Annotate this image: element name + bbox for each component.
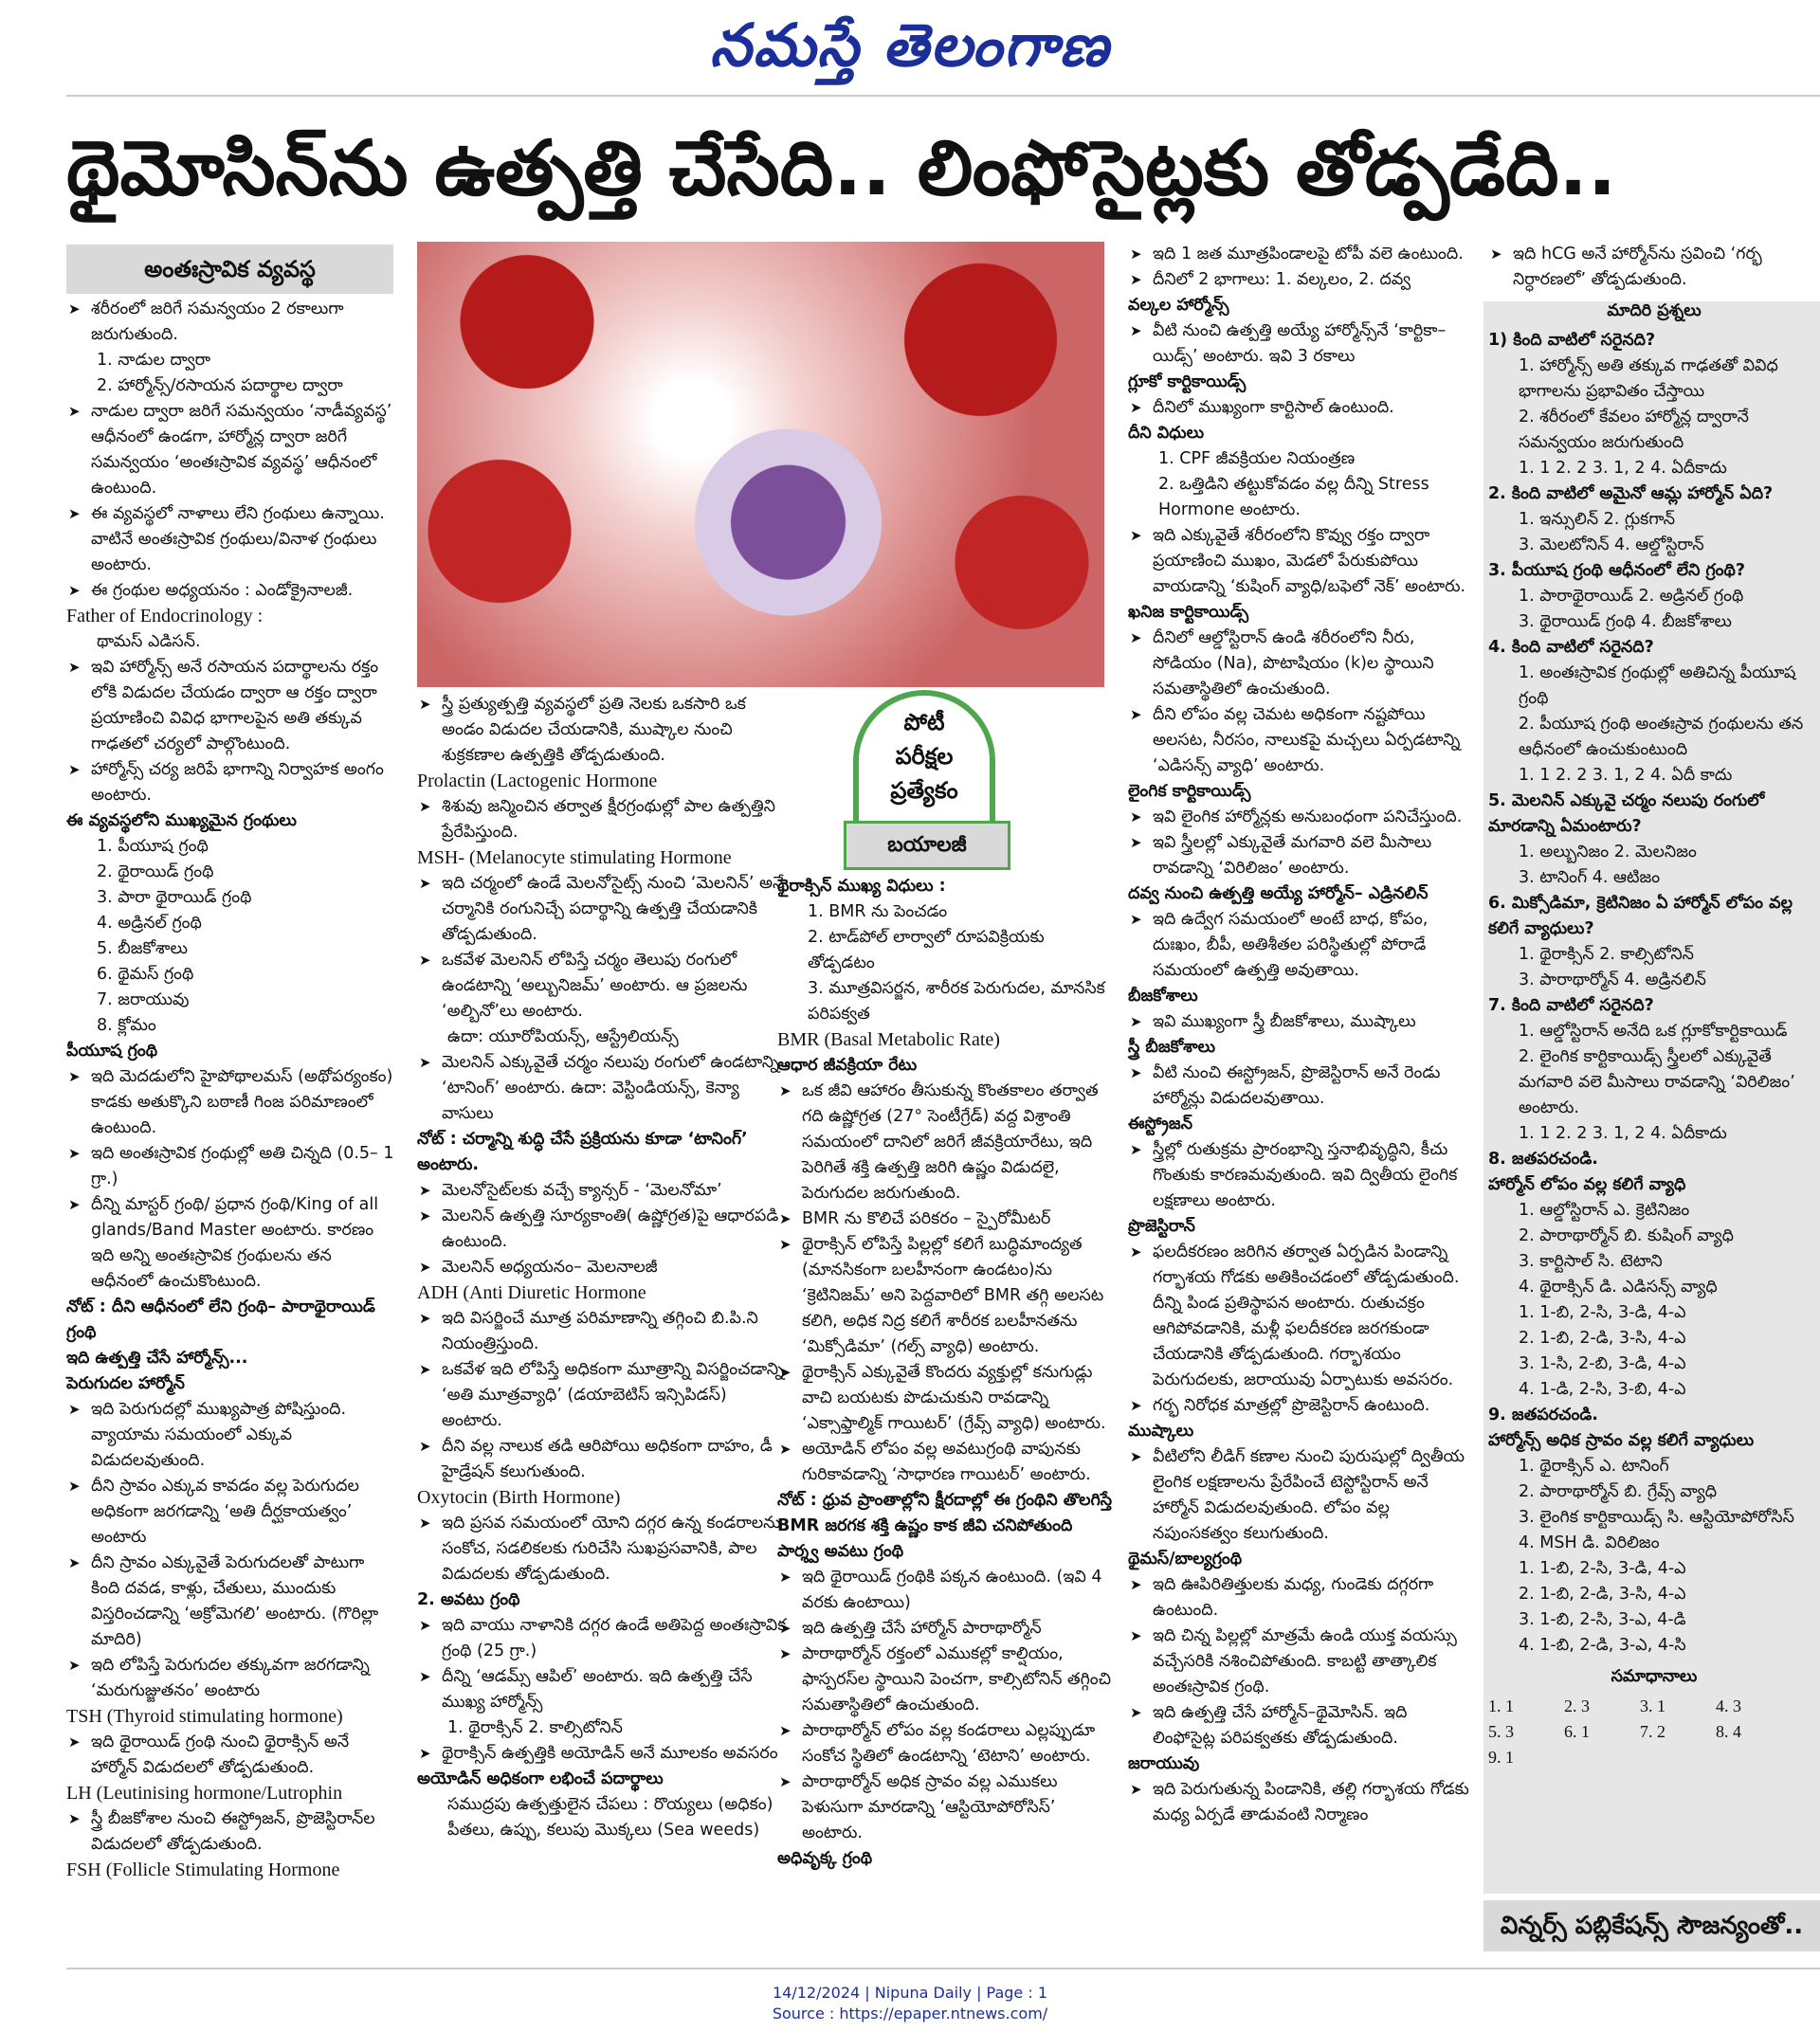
col1-line: ➤ దీని స్రావం ఎక్కువైతే పెరుగుదలతో పాటుగా కింది దవడ, కాళ్లు, చేతులు, ముందుకు విస్తరించడాన్ని ‘అక్రోమెగలి’ అంటారు. (గొరిల్లా మాదిరి) <box>66 1551 398 1653</box>
quiz-line: 4. MSH డి. విరిలిజం <box>1519 1533 1660 1552</box>
col2-line: ➤ ఇది చర్మంలో ఉండే మెలనోసైట్స్‌ నుంచి ‘మెలనిన్‌’ అనే చర్మానికి రంగునిచ్చే పదార్థాన్ని ఉత్పత్తి చేయడానికి తోడ్పడుతుంది. <box>417 871 792 948</box>
col4-line: ప్రొజెస్టిరాన్‌ <box>1128 1217 1195 1236</box>
col4-line: జరాయువు <box>1128 1754 1200 1773</box>
col1-line: TSH (Thyroid stimulating hormone) <box>66 1706 343 1727</box>
quiz-line: 1. అంతఃస్రావిక గ్రంథుల్లో అతిచిన్న పీయూష గ్రంథి <box>1519 663 1796 708</box>
col4-line: లైంగిక కార్టికాయిడ్స్‌ <box>1128 782 1251 801</box>
quiz-line: 1. 1 2. 2 3. 1, 2 4. ఏదీకాదు <box>1519 459 1727 478</box>
blood-cells-photo <box>417 242 1104 687</box>
col1-line: ➤ ఈ వ్యవస్థలో నాళాలు లేని గ్రంథులు ఉన్నాయి. వాటినే అంతఃస్రావిక గ్రంథులు/వినాళ గ్రంథులు అంటారు. <box>66 501 398 578</box>
col2-line: ➤ దీని వల్ల నాలుక తడి ఆరిపోయి అధికంగా దాహం, డీ హైడ్రేషన్‌ కలుగుతుంది. <box>417 1434 792 1485</box>
quiz-line: 9. జతపరచండి. <box>1488 1406 1598 1424</box>
col2-line: ➤ ఇది విసర్జించే మూత్ర పరిమాణాన్ని తగ్గించి బి.పి.ని నియంత్రిస్తుంది. <box>417 1306 792 1357</box>
answer-item: 2. 3 <box>1564 1696 1590 1715</box>
footer-source-line: Source : https://epaper.ntnews.com/ <box>772 2005 1048 2023</box>
col1-line: 2. థైరాయిడ్‌ గ్రంథి <box>97 862 214 881</box>
quiz-line: 3. 1-బి, 2-సి, 3-ఎ, 4-డి <box>1519 1610 1686 1629</box>
answers-list <box>1488 1694 1820 1770</box>
col4-line: ➤ ఫలదీకరణం జరిగిన తర్వాత ఏర్పడిన పిండాన్ని గర్భాశయ గోడకు అతికించడంలో తోడ్పడుతుంది. దీన్ని పిండ ప్రతిస్థాపన అంటారు. రుతుచక్రం ఆగిపోవడానికి, మళ్లీ ఫలదీకరణ జరగకుండా చేయడానికి తోడ్పడుతుంది. గర్భాశయం పెరుగుదలకు, జరాయువు ఏర్పాటుకు అవసరం. <box>1128 1240 1469 1393</box>
col2-line: సముద్రపు ఉత్పత్తులైన చేపలు : రొయ్యలు (అధికం) పీతలు, ఉప్పు, కలుపు మొక్కలు (Sea weeds) <box>447 1795 774 1840</box>
col1-line: పీయూష గ్రంథి <box>66 1042 158 1061</box>
col4-line: ➤ వీటిలోని లీడిగ్‌ కణాల నుంచి పురుషుల్లో ద్వితీయ లైంగిక లక్షణాలను ప్రేరేపించే టెస్టోస్టిరాన్‌ అనే హార్మోన్‌ విడుదలవుతుంది. లోపం వల్ల నపుంసకత్వం కలుగుతుంది. <box>1128 1444 1469 1547</box>
col4-line: ➤ ఇది ఉద్వేగ సమయంలో అంటే బాధ, కోపం, దుఃఖం, బీపీ, అతిశీతల పరిస్థితుల్లో పోరాడే సమయంలో ఉత్పత్తి అవుతాయి. <box>1128 907 1469 984</box>
col4-line: ➤ ఇది 1 జత మూత్రపిండాలపై టోపీ వలె ఉంటుంది. <box>1128 242 1469 267</box>
col3-line: ➤ BMR ను కొలిచే పరికరం – స్పైరోమీటర్‌ <box>777 1206 1114 1232</box>
badge-line-1: పోటీ <box>903 709 945 735</box>
col4-line: దీని విధులు <box>1128 424 1205 443</box>
bottom-rule <box>66 1968 1820 1969</box>
answers-title: సమాధానాలు <box>1611 1667 1698 1686</box>
col4-line: ➤ దీనిలో ముఖ్యంగా కార్టిసాల్‌ ఉంటుంది. <box>1128 395 1469 421</box>
quiz-line: 1. 1 2. 2 3. 1, 2 4. ఏదీకాదు <box>1519 1124 1727 1143</box>
col2-line: MSH- (Melanocyte stimulating Hormone <box>417 847 732 868</box>
col1-line: 1. పీయూష గ్రంథి <box>97 837 209 856</box>
quiz-line: 2. కింది వాటిలో అమైనో ఆమ్ల హార్మోన్‌ ఏది? <box>1488 484 1774 503</box>
col4-line: ➤ ఇవి లైంగిక హార్మోన్లకు అనుబంధంగా పనిచేస్తుంది. <box>1128 805 1469 830</box>
answer-item: 1. 1 <box>1488 1696 1514 1715</box>
quiz-line: 1. ఇన్సులిన్‌ 2. గ్లుకగాన్‌ <box>1519 510 1676 529</box>
col3-line: ➤ ఒక జీవి ఆహారం తీసుకున్న కొంతకాలం తర్వాత గది ఉష్ణోగ్రత (27° సెంటీగ్రేడ్‌) వద్ద విశ్రాంతి సమయంలో దానిలో జరిగే జీవక్రియారేటు, ఇది పెరిగితే శక్తి ఉత్పత్తి జరిగి ఉష్ణం విడుదలై, పెరుగుదల జరుగుతుంది. <box>777 1079 1114 1206</box>
col1-line: ➤ శరీరంలో జరిగే సమన్వయం 2 రకాలుగా జరుగుతుంది. <box>66 297 398 348</box>
col2-line: ➤ మెలనిన్‌ అధ్యయనం– మెలనాలజీ <box>417 1255 792 1280</box>
answer-item: 9. 1 <box>1488 1748 1514 1767</box>
quiz-line: 3. లైంగిక కార్టికాయిడ్స్‌ సి. ఆస్టియోపోరోసిస్‌ <box>1519 1508 1794 1527</box>
col3-line: 1. BMR ను పెంచడం <box>808 902 948 921</box>
col1-line: ➤ ఇది లోపిస్తే పెరుగుదల తక్కువగా జరగడాన్ని ‘మరుగుజ్జుతనం’ అంటారు <box>66 1653 398 1704</box>
quiz-line: 2. లైంగిక కార్టికాయిడ్స్‌ స్త్రీలలో ఎక్కువైతే మగవారి వలె మీసాలు రావడాన్ని ‘విరిలిజం’ అంటారు. <box>1519 1047 1795 1117</box>
col4-line: థైమస్‌/బాల్యగ్రంథి <box>1128 1550 1243 1569</box>
col1-line: ఈ వ్యవస్థలోని ముఖ్యమైన గ్రంథులు <box>66 811 297 830</box>
quiz-line: 4. థైరాక్సిన్‌ డి. ఎడిసన్స్‌ వ్యాధి <box>1519 1278 1718 1297</box>
col1-line: ➤ ఇది మెదడులోని హైపోథాలమస్‌ (అథోపర్యంకం) కాడకు అతుక్కొని బఠాణీ గింజ పరిమాణంలో ఉంటుంది. <box>66 1064 398 1141</box>
col1-line: 3. పారా థైరాయిడ్‌ గ్రంథి <box>97 888 252 907</box>
col1-line: ➤ దీన్ని మాస్టర్‌ గ్రంథి/ ప్రధాన గ్రంథి/King of all glands/Band Master అంటారు. కారణం ఇది అన్ని అంతఃస్రావిక గ్రంథులను తన ఆధీనంలో ఉంచుకొంటుంది. <box>66 1192 398 1295</box>
col3-line: ➤ ఇది ఉత్పత్తి చేసే హార్మోన్‌ పారాథార్మోన్‌ <box>777 1616 1114 1642</box>
col4-line: వల్కల హార్మోన్స్‌ <box>1128 296 1229 315</box>
col3-line: BMR (Basal Metabolic Rate) <box>777 1029 1000 1050</box>
quiz-line: 1. థైరాక్సిన్‌ ఎ. టానింగ్‌ <box>1519 1457 1669 1476</box>
quiz-title: మాదిరి ప్రశ్నలు <box>1607 301 1702 320</box>
col4-line: దవ్వ నుంచి ఉత్పత్తి అయ్యే హార్మోన్‌– ఎడ్రినలిన్‌ <box>1128 884 1429 903</box>
answer-item: 3. 1 <box>1640 1696 1665 1715</box>
col2-line: ➤ శిశువు జన్మించిన తర్వాత క్షీరగ్రంథుల్లో పాల ఉత్పత్తిని ప్రేరేపిస్తుంది. <box>417 794 792 845</box>
quiz-line: 2. శరీరంలో కేవలం హార్మోన్ల ద్వారానే సమన్వయం జరుగుతుంది <box>1519 408 1749 452</box>
top-rule <box>66 95 1820 97</box>
col4-line: ➤ దీనిలో 2 భాగాలు: 1. వల్కలం, 2. దవ్వ <box>1128 267 1469 293</box>
publisher-credit: విన్నర్స్‌ పబ్లికేషన్స్‌ సౌజన్యంతో.. <box>1483 1900 1820 1951</box>
badge-subject: బయాలజీ <box>844 821 1010 870</box>
col2-line: ➤ ఇది వాయు నాళానికి దగ్గర ఉండే అతిపెద్ద అంతఃస్రావిక గ్రంథి (25 గ్రా.) <box>417 1613 792 1664</box>
quiz-line: 8. జతపరచండి. <box>1488 1150 1598 1169</box>
col3-line: ➤ థైరాక్సిన్‌ ఎక్కువైతే కొందరు వ్యక్తుల్లో కనుగుడ్లు వాచి బయటకు పొడుచుకుని రావడాన్ని ‘ఎక్సాఫ్తాల్మిక్‌ గాయిటర్‌’ (గ్రేవ్స్‌ వ్యాధి) అంటారు. <box>777 1360 1114 1437</box>
quiz-line: 1. 1 2. 2 3. 1, 2 4. ఏదీ కాదు <box>1519 766 1733 785</box>
col4-line: ➤ ఇది ఊపిరితిత్తులకు మధ్య, గుండెకు దగ్గరగా ఉంటుంది. <box>1128 1572 1469 1624</box>
col1-line: ➤ దీని స్రావం ఎక్కువ కావడం వల్ల పెరుగుదల అధికంగా జరగడాన్ని ‘అతి దీర్ఘకాయత్వం’ అంటారు <box>66 1474 398 1551</box>
col1-line: 1. నాడుల ద్వారా <box>97 351 211 370</box>
col2-line: ➤ ఒకవేళ మెలనిన్‌ లోపిస్తే చర్మం తెలుపు రంగులో ఉండటాన్ని ‘అల్బునిజమ్‌’ అంటారు. ఆ ప్రజలను ‘అల్బినో’లు అంటారు. <box>417 948 792 1025</box>
col4-line: 1. CPF జీవక్రియల నియంత్రణ <box>1158 449 1356 468</box>
col2-line: ➤ ఒకవేళ ఇది లోపిస్తే అధికంగా మూత్రాన్ని విసర్జించడాన్ని ‘అతి మూత్రవ్యాధి’ (డయాబెటిస్‌ ఇన్సిపిడస్‌) అంటారు. <box>417 1357 792 1434</box>
col2-line: ADH (Anti Diuretic Hormone <box>417 1282 646 1303</box>
answer-item: 7. 2 <box>1640 1722 1665 1741</box>
col3-line: ➤ థైరాక్సిన్‌ లోపిస్తే పిల్లల్లో కలిగే బుద్ధిమాంద్యత (మానసికంగా బలహీనంగా ఉండటం)ను ‘క్రెటినిజమ్‌’ అని పెద్దవారిలో BMR తగ్గి అలసట కలిగి, అధిక నిద్ర కలిగే శారీరక బలహీనతను ‘మిక్సోడిమా’ (గల్స్‌ వ్యాధి) అంటారు. <box>777 1232 1114 1360</box>
column-5-intro: ➤ ఇది hCG అనే హార్మోన్‌ను స్రవించి ‘గర్భ నిర్ధారణలో’ తోడ్పడుతుంది. <box>1488 242 1820 293</box>
quiz-line: 3. పారాథార్మోన్‌ 4. అడ్రినలిన్‌ <box>1519 971 1706 989</box>
col3-line: 2. టాడ్‌పోల్‌ లార్వాలో రూపవిక్రియకు తోడ్పడటం <box>808 928 1045 972</box>
col1-line: ➤ ఇది పెరుగుదల్లో ముఖ్యపాత్ర పోషిస్తుంది. వ్యాయామ సమయంలో ఎక్కువ విడుదలవుతుంది. <box>66 1397 398 1474</box>
col2-line: ➤ మెలనిన్‌ ఎక్కువైతే చర్మం నలుపు రంగులో ఉండటాన్ని ‘టానింగ్‌’ అంటారు. ఉదా: వెస్టిండియన్స్‌, కెన్యా వాసులు <box>417 1050 792 1127</box>
col1-line: 8. క్లోమం <box>97 1016 156 1035</box>
col4-line: 2. ఒత్తిడిని తట్టుకోవడం వల్ల దీన్ని Stress Hormone అంటారు. <box>1158 475 1429 519</box>
badge-line-3: ప్రత్యేకం <box>890 777 958 804</box>
col4-line: ➤ ఇది పెరుగుతున్న పిండానికి, తల్లి గర్భాశయ గోడకు మధ్య ఏర్పడే తాడువంటి నిర్మాణం <box>1128 1777 1469 1828</box>
quiz-line: హార్మోన్స్‌ అధిక స్రావం వల్ల కలిగే వ్యాధులు <box>1488 1431 1755 1450</box>
col4-line: ఈస్ట్రోజన్‌ <box>1128 1115 1192 1134</box>
col1-line: 7. జరాయువు <box>97 990 190 1009</box>
quiz-line: హార్మోన్‌ లోపం వల్ల కలిగే వ్యాధి <box>1488 1175 1686 1194</box>
quiz-line: 3. థైరాయిడ్‌ గ్రంథి 4. బీజకోశాలు <box>1519 612 1732 631</box>
col1-line: 2. హార్మోన్స్‌/రసాయన పదార్థాల ద్వారా <box>97 376 343 395</box>
masthead <box>0 0 1820 90</box>
col4-line: ➤ వీటి నుంచి ఈస్ట్రోజన్‌, ప్రొజెస్టిరాన్‌ అనే రెండు హార్మోన్లు విడుదలవుతాయి. <box>1128 1061 1469 1112</box>
col1-line: ➤ ఇది అంతఃస్రావిక గ్రంథుల్లో అతి చిన్నది (0.5– 1 గ్రా.) <box>66 1141 398 1192</box>
col1-line: ➤ హార్మోన్స్‌ చర్య జరిపే భాగాన్ని నిర్వాహక అంగం అంటారు. <box>66 757 398 808</box>
col4-line: బీజకోశాలు <box>1128 987 1198 1006</box>
col4-line: స్త్రీ బీజకోశాలు <box>1128 1038 1216 1057</box>
quiz-line: 5. మెలనిన్‌ ఎక్కువై చర్మం నలుపు రంగులో మారడాన్ని ఏమంటారు? <box>1488 791 1765 836</box>
page-headline: థైమోసిన్‌ను ఉత్పత్తి చేసేది.. లింఫోసైట్లకు తోడ్పడేది.. <box>66 124 1617 212</box>
col2-line: ➤ దీన్ని ‘ఆడమ్స్‌ ఆపిల్‌’ అంటారు. ఇది ఉత్పత్తి చేసే ముఖ్య హార్మోన్స్‌ <box>417 1664 792 1715</box>
col4-line: ➤ ఇది ఎక్కువైతే శరీరంలోని కొవ్వు రక్తం ద్వారా ప్రయాణించి ముఖం, మెడలో పేరుకుపోయి వాయడాన్ని ‘కుషింగ్‌ వ్యాధి/బఫెలో నెక్‌’ అంటారు. <box>1128 523 1469 600</box>
column-1-body <box>66 297 398 1883</box>
col1-line: 4. అడ్రినల్‌ గ్రంథి <box>97 914 202 933</box>
col1-line: ➤ ఇవి హార్మోన్స్‌ అనే రసాయన పదార్థాలను రక్తం లోకి విడుదల చేయడం ద్వారా ఆ రక్తం ద్వారా ప్రయాణించి వివిధ భాగాలపైన అతి తక్కువ గాఢతలో చర్యలో పాల్గొంటుంది. <box>66 655 398 757</box>
col1-line: పెరుగుదల హార్మోన్‌ <box>66 1374 185 1393</box>
quiz-line: 4. 1-బి, 2-డి, 3-ఎ, 4-సి <box>1519 1636 1686 1655</box>
quiz-line: 1. 1-బి, 2-సి, 3-డి, 4-ఎ <box>1519 1559 1686 1578</box>
col1-line: LH (Leutinising hormone/Lutrophin <box>66 1783 343 1804</box>
footer-date-line: 14/12/2024 | Nipuna Daily | Page : 1 <box>772 1984 1048 2002</box>
col3-line: 3. మూత్రవిసర్జన, శారీరక పెరుగుదల, మానసిక పరిపక్వత <box>808 979 1105 1024</box>
col3-line: ➤ ఇది థైరాయిడ్‌ గ్రంథికి పక్కన ఉంటుంది. (ఇవి 4 వరకు ఉంటాయి) <box>777 1565 1114 1616</box>
col3-line: అధివృక్క గ్రంథి <box>777 1849 873 1868</box>
col1-line: ➤ స్త్రీ బీజకోశాల నుంచి ఈస్ట్రోజన్‌, ప్రొజెస్టిరాన్‌ల విడుదలలో తోడ్పడుతుంది. <box>66 1806 398 1858</box>
quiz-line: 1. అల్బునిజం 2. మెలనిజం <box>1519 843 1697 862</box>
col2-line: 1. థైరాక్సిన్‌ 2. కాల్సిటోనిన్‌ <box>447 1718 623 1737</box>
quiz-line: 7. కింది వాటిలో సరైనది? <box>1488 996 1654 1015</box>
col2-line: నోట్‌ : చర్మాన్ని శుద్ధి చేసే ప్రక్రియను కూడా ‘టానింగ్‌’ అంటారు. <box>417 1130 748 1174</box>
col1-line: నోట్‌ : దీని ఆధీనంలో లేని గ్రంథి– పారాథైరాయిడ్‌ గ్రంథి <box>66 1297 375 1342</box>
col1-line: థామస్‌ ఎడిసన్‌. <box>97 632 201 651</box>
col1-line: 6. థైమస్‌ గ్రంథి <box>97 965 194 984</box>
quiz-line: 2. పీయూష గ్రంథి అంతఃస్రావ గ్రంథులను తన ఆధీనంలో ఉంచుకుంటుంది <box>1519 715 1804 759</box>
answer-item: 5. 3 <box>1488 1722 1514 1741</box>
quiz-line: 3. కార్టిసాల్‌ సి. టెటాని <box>1519 1252 1663 1271</box>
quiz-line: 1. 1-బి, 2-సి, 3-డి, 4-ఎ <box>1519 1303 1686 1322</box>
section-heading: అంతఃస్రావిక వ్యవస్థ <box>66 245 393 294</box>
quiz-line: 4. 1-డి, 2-సి, 3-బి, 4-ఎ <box>1519 1380 1686 1399</box>
col4-line: ➤ ఇవి ముఖ్యంగా స్త్రీ బీజకోశాలు, ముష్కాలు <box>1128 1009 1469 1035</box>
col1-line: ➤ ఇది థైరాయిడ్‌ గ్రంథి నుంచి థైరాక్సిన్‌ అనే హార్మోన్‌ విడుదలలో తోడ్పడుతుంది. <box>66 1730 398 1781</box>
quiz-line: 1. పారాథైరాయిడ్‌ 2. అడ్రినల్‌ గ్రంథి <box>1519 587 1744 606</box>
col4-line: ముష్కాలు <box>1128 1422 1194 1441</box>
quiz-list <box>1488 328 1820 1659</box>
quiz-line: 2. 1-బి, 2-డి, 3-సి, 4-ఎ <box>1519 1585 1686 1604</box>
answer-item: 8. 4 <box>1716 1722 1741 1741</box>
col1-line: Father of Endocrinology : <box>66 606 264 626</box>
col2-line: అయోడిన్‌ అధికంగా లభించే పదార్థాలు <box>417 1769 664 1788</box>
answer-item: 4. 3 <box>1716 1696 1741 1715</box>
column-5 <box>1488 242 1820 1770</box>
col4-line: ➤ స్త్రీల్లో రుతుక్రమ ప్రారంభాన్ని స్తనాభివృద్ధిని, కీచు గొంతుకు కారణమవుతుంది. ఇవి ద్వితీయ లైంగిక లక్షణాలు అంటారు. <box>1128 1137 1469 1214</box>
col3-line: ➤ పారాథార్మోన్‌ లోపం వల్ల కండరాలు ఎల్లప్పుడూ సంకోచ స్థితిలో ఉండటాన్ని ‘టెటాని’ అంటారు. <box>777 1718 1114 1769</box>
answer-item: 6. 1 <box>1564 1722 1590 1741</box>
col2-line: 2. అవటు గ్రంథి <box>417 1590 520 1609</box>
quiz-line: 1. ఆల్డోస్టిరాన్‌ ఎ. క్రెటినిజం <box>1519 1201 1690 1220</box>
col3-line: ➤ అయోడిన్‌ లోపం వల్ల అవటుగ్రంథి వాపునకు గురికావడాన్ని ‘సాధారణ గాయిటర్‌’ అంటారు. <box>777 1437 1114 1488</box>
col1-line: FSH (Follicle Stimulating Hormone <box>66 1860 340 1880</box>
quiz-line: 1. హార్మోన్స్‌ అతి తక్కువ గాఢతతో వివిధ భాగాలను ప్రభావితం చేస్తాయి <box>1519 356 1778 401</box>
quiz-line: 3. పీయూష గ్రంథి ఆధీనంలో లేని గ్రంథి? <box>1488 561 1746 580</box>
col4-line: ➤ ఇది ఉత్పత్తి చేసే హార్మోన్‌–థైమోసిన్‌. ఇది లింఫోసైట్ల పరిపక్వతకు తోడ్పడుతుంది. <box>1128 1700 1469 1751</box>
column-4 <box>1128 242 1469 1828</box>
col1-line: ➤ ఈ గ్రంథుల అధ్యయనం : ఎండోక్రైనాలజీ. <box>66 578 398 604</box>
quiz-line: 2. పారాథార్మోన్‌ బి. కుషింగ్‌ వ్యాధి <box>1519 1226 1734 1245</box>
col3-line: థైరాక్సిన్‌ ముఖ్య విధులు : <box>777 877 946 896</box>
col4-line: ఖనిజ కార్టికాయిడ్స్‌ <box>1128 603 1249 622</box>
col1-line: 5. బీజకోశాలు <box>97 939 188 958</box>
quiz-line: 4. కింది వాటిలో సరైనది? <box>1488 638 1654 657</box>
col2-line: ➤ ఇది ప్రసవ సమయంలో యోని దగ్గర ఉన్న కండరాలను సంకోచ, సడలికలకు గురిచేసి సుఖప్రసవానికి, పాల విడుదలకు తోడ్పడుతుంది. <box>417 1511 792 1588</box>
col2-line: ➤ మెలనోసైట్‌లకు వచ్చే క్యాన్సర్‌ - ‘మెలనోమా’ <box>417 1178 792 1204</box>
col4-line: ➤ ఇది చిన్న పిల్లల్లో మాత్రమే ఉండి యుక్త వయస్సు వచ్చేసరికి నశించిపోతుంది. కాబట్టి తాత్కాలిక అంతఃస్రావిక గ్రంథి. <box>1128 1624 1469 1700</box>
quiz-line: 2. 1-బి, 2-డి, 3-సి, 4-ఎ <box>1519 1329 1686 1348</box>
col2-line: ➤ స్త్రీ ప్రత్యుత్పత్తి వ్యవస్థలో ప్రతి నెలకు ఒకసారి ఒక అండం విడుదల చేయడానికి, ముష్కాల నుంచి శుక్రకణాల ఉత్పత్తికి తోడ్పడుతుంది. <box>417 692 792 769</box>
col2-line: Prolactin (Lactogenic Hormone <box>417 771 658 791</box>
newspaper-logo: నమస్తే తెలంగాణ <box>709 10 1111 80</box>
col4-line: ➤ దీని లోపం వల్ల చెమట అధికంగా నష్టపోయి అలసట, నీరసం, నాలుకపై మచ్చలు ఏర్పడటాన్ని ‘ఎడిసన్స్‌ వ్యాధి’ అంటారు. <box>1128 702 1469 779</box>
col4-line: గ్లూకో కార్టికాయిడ్స్‌ <box>1128 372 1247 391</box>
badge-line-2: పరీక్షల <box>895 743 954 770</box>
column-2 <box>417 692 792 1843</box>
col3-line: పార్శ్వ అవటు గ్రంథి <box>777 1542 904 1561</box>
col2-line: ➤ మెలనిన్‌ ఉత్పత్తి సూర్యకాంతి( ఉష్ణోగ్రత)పై ఆధారపడి ఉంటుంది. <box>417 1204 792 1255</box>
col4-line: ➤ వీటి నుంచి ఉత్పత్తి అయ్యే హార్మోన్స్‌నే ‘కార్టికా–యిడ్స్‌’ అంటారు. ఇవి 3 రకాలు <box>1128 318 1469 370</box>
col1-line: ➤ నాడుల ద్వారా జరిగే సమన్వయం ‘నాడీవ్యవస్థ’ ఆధీనంలో ఉండగా, హార్మోన్ల ద్వారా జరిగే సమన్వయం ‘అంతఃస్రావిక వ్యవస్థ’ ఆధీనంలో ఉంటుంది. <box>66 399 398 501</box>
col2-line: ➤ థైరాక్సిన్‌ ఉత్పత్తికి అయోడిన్‌ అనే మూలకం అవసరం <box>417 1741 792 1767</box>
col2-line: Oxytocin (Birth Hormone) <box>417 1487 621 1508</box>
col4-line: ➤ ఇవి స్త్రీలల్లో ఎక్కువైతే మగవారి వలె మీసాలు రావడాన్ని ‘విరిలిజం’ అంటారు. <box>1128 830 1469 881</box>
quiz-line: 6. మిక్సోడిమా, క్రెటినిజం ఏ హార్మోన్‌ లోపం వల్ల కలిగే వ్యాధులు? <box>1488 894 1793 938</box>
col3-line: ➤ పారాథార్మోన్‌ అధిక స్రావం వల్ల ఎముకలు పెళుసుగా మారడాన్ని ‘ఆస్టియోపోరోసిస్‌’ అంటారు. <box>777 1769 1114 1846</box>
quiz-line: 2. పారాథార్మోన్‌ బి. గ్రేవ్స్‌ వ్యాధి <box>1519 1482 1718 1501</box>
col4-line: ➤ దీనిలో ఆల్డోస్టిరాన్‌ ఉండి శరీరంలోని నీరు, సోడియం (Na), పొటాషియం (k)ల స్థాయిని సమతాస్థితిలో ఉంచుతుంది. <box>1128 626 1469 702</box>
quiz-line: 1) కింది వాటిలో సరైనది? <box>1488 331 1656 350</box>
quiz-line: 1. థైరాక్సిన్‌ 2. కాల్సిటోనిన్‌ <box>1519 945 1694 964</box>
col2-line: ఉదా: యూరోపియన్స్‌, ఆస్ట్రేలియన్స్‌ <box>447 1027 679 1046</box>
quiz-line: 1. ఆల్డోస్టిరాన్‌ అనేది ఒక గ్లూకోకార్టికాయిడ్‌ <box>1519 1022 1788 1041</box>
page-footer <box>0 1983 1820 2024</box>
col3-line: ➤ పారాథార్మోన్‌ రక్తంలో ఎముకల్లో కాల్షియం, ఫాస్పరస్‌ల స్థాయిని పెంచగా, కాల్సిటోనిన్‌ తగ్గించి సమతాస్థితిలో ఉంచుతుంది. <box>777 1642 1114 1718</box>
col3-line: నోట్‌ : ధ్రువ ప్రాంతాల్లోని క్షీరదాల్లో ఈ గ్రంథిని తొలగిస్తే BMR జరగక శక్తి ఉష్ణం కాక జీవి చనిపోతుంది <box>777 1491 1113 1535</box>
col4-line: ➤ గర్భ నిరోధక మాత్రల్లో ప్రొజెస్టిరాన్‌ ఉంటుంది. <box>1128 1393 1469 1419</box>
quiz-line: 3. మెలటోనిన్‌ 4. ఆల్డోస్టిరాన్‌ <box>1519 535 1704 554</box>
column-3 <box>777 874 1114 1872</box>
quiz-line: 3. 1-సి, 2-బి, 3-డి, 4-ఎ <box>1519 1354 1686 1373</box>
col1-line: ఇది ఉత్పత్తి చేసే హార్మోన్స్‌... <box>66 1349 248 1368</box>
col3-line: ఆధార జీవక్రియా రేటు <box>777 1056 918 1075</box>
quiz-line: 3. టానింగ్‌ 4. ఆటిజం <box>1519 868 1661 887</box>
